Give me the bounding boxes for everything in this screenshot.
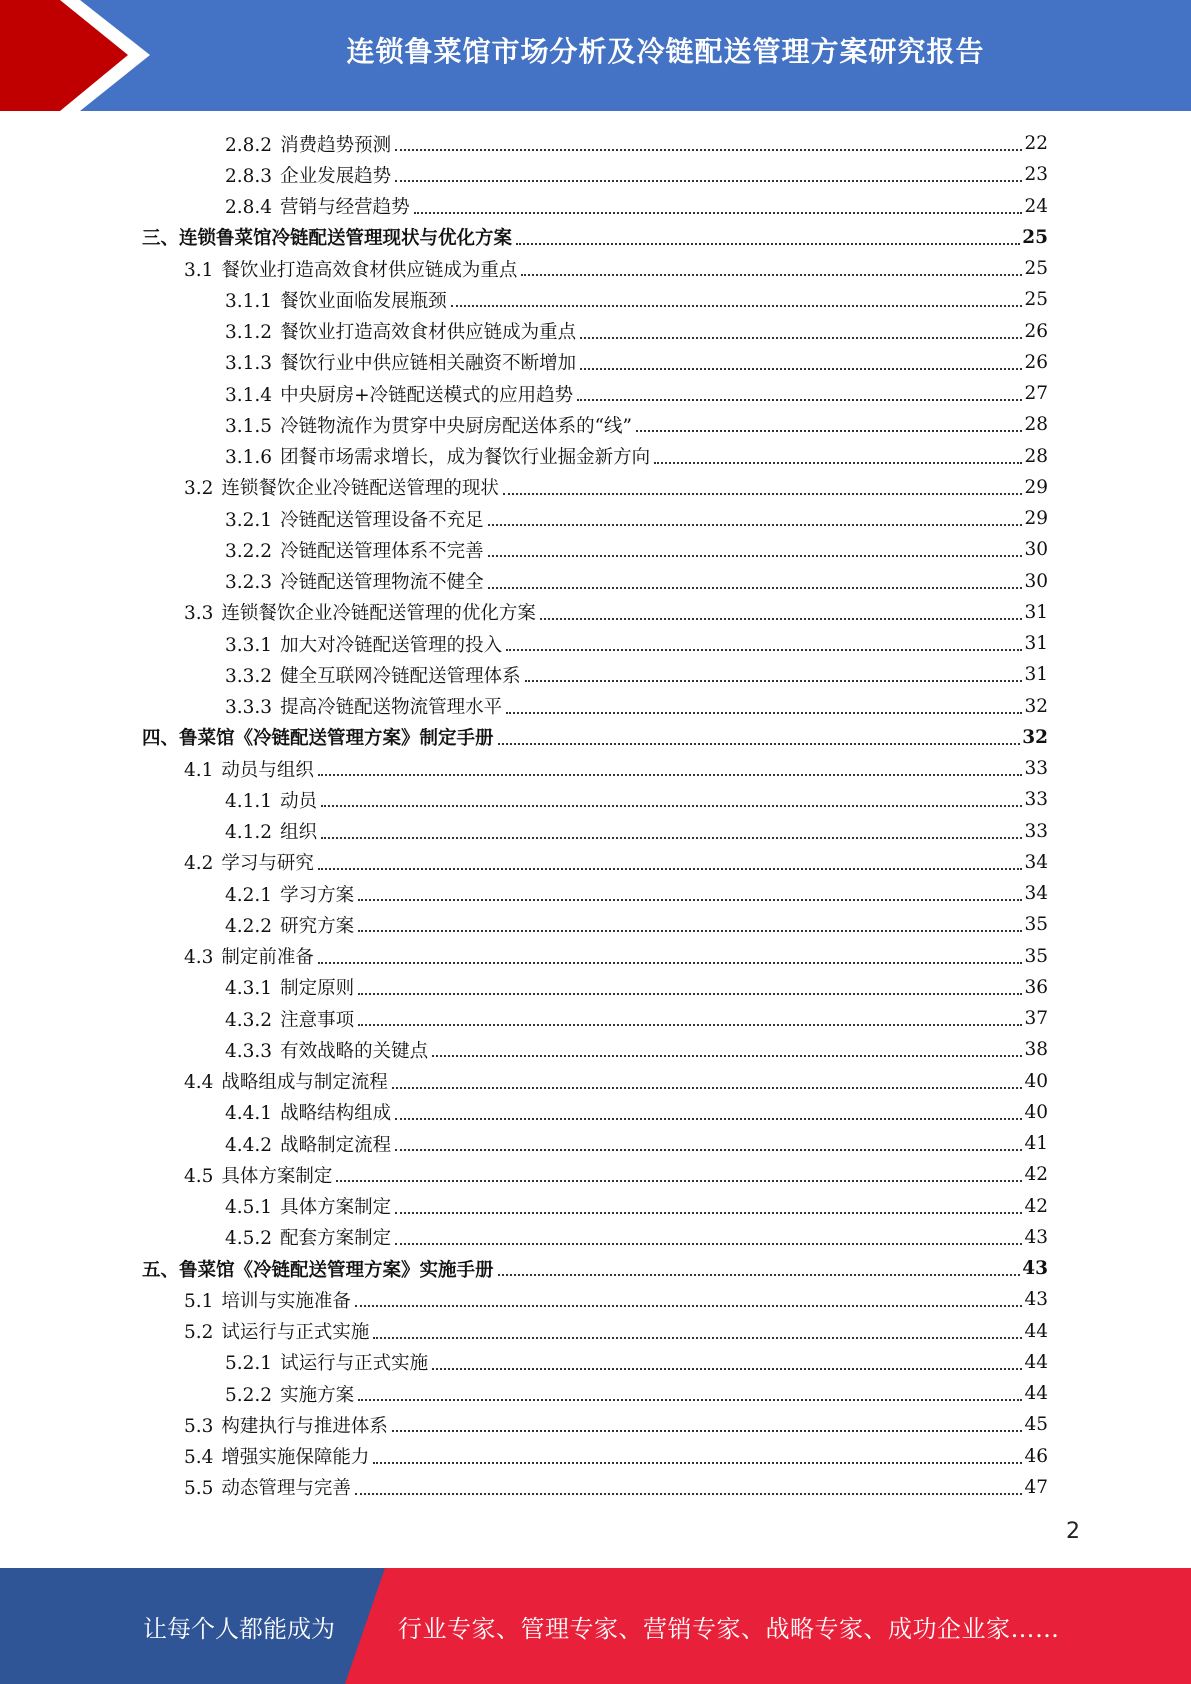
toc-dot-leader	[358, 1023, 1022, 1026]
toc-entry-page: 44	[1024, 1383, 1048, 1404]
toc-dot-leader	[432, 1054, 1022, 1057]
toc-entry-title	[225, 193, 410, 219]
toc-entry-number: 5.2.1	[225, 1353, 273, 1375]
toc-entry[interactable]	[225, 534, 1048, 565]
toc-entry-number: 4.4.1	[225, 1103, 273, 1125]
toc-entry[interactable]	[225, 566, 1048, 597]
toc-entry[interactable]	[225, 1378, 1048, 1409]
toc-entry[interactable]	[225, 284, 1048, 315]
toc-entry-number: 3.1.6	[225, 447, 273, 468]
toc-entry[interactable]	[225, 159, 1048, 190]
toc-entry-number: 5.2.2	[225, 1384, 273, 1406]
toc-entry-number: 4.1.2	[225, 822, 273, 843]
toc-dot-leader	[392, 1086, 1023, 1089]
toc-entry-page: 30	[1024, 570, 1048, 592]
toc-entry-page: 33	[1024, 820, 1048, 842]
toc-entry-page: 29	[1024, 476, 1048, 498]
toc-entry-page: 31	[1024, 601, 1048, 623]
toc-dot-leader	[506, 711, 1022, 714]
toc-entry-page: 27	[1024, 383, 1048, 404]
toc-entry[interactable]	[225, 1003, 1048, 1034]
toc-entry[interactable]	[225, 628, 1048, 659]
toc-entry-title	[142, 224, 512, 250]
toc-entry-number: 3.2	[184, 478, 214, 500]
toc-dot-leader	[395, 179, 1022, 182]
toc-entry-title	[184, 1443, 369, 1469]
toc-entry-label: 餐饮业打造高效食材供应链成为重点	[221, 259, 518, 281]
toc-entry-title	[225, 568, 484, 594]
toc-entry-title	[184, 1068, 388, 1094]
toc-dot-leader	[516, 242, 1020, 245]
toc-dot-leader	[373, 1461, 1022, 1464]
toc-entry-page: 34	[1024, 883, 1048, 904]
toc-entry-title	[225, 1131, 391, 1157]
toc-entry-title	[184, 1162, 332, 1188]
toc-entry-number: 5.2	[184, 1322, 214, 1343]
toc-entry-number: 4.3	[184, 947, 214, 968]
toc-entry-page: 33	[1024, 758, 1048, 779]
toc-entry[interactable]	[184, 1441, 1048, 1472]
toc-entry-title	[184, 1474, 351, 1500]
toc-entry-title	[225, 631, 502, 657]
toc-entry-page: 33	[1024, 789, 1048, 811]
toc-entry[interactable]	[142, 722, 1048, 753]
toc-entry-page: 26	[1024, 351, 1048, 373]
toc-dot-leader	[414, 211, 1023, 214]
toc-entry[interactable]	[225, 128, 1048, 159]
toc-entry-label: 动员	[280, 790, 318, 812]
toc-entry-title	[184, 943, 314, 969]
toc-entry-title	[225, 1349, 428, 1375]
toc-entry-title	[184, 474, 499, 500]
toc-entry-page: 41	[1024, 1133, 1048, 1154]
toc-entry-number: 4.5	[184, 1165, 214, 1187]
toc-entry-page: 22	[1024, 133, 1048, 154]
toc-entry-number: 4.3.2	[225, 1009, 273, 1031]
toc-entry-label: 提高冷链配送物流管理水平	[280, 697, 503, 718]
toc-entry[interactable]	[225, 816, 1048, 847]
toc-entry-page: 35	[1024, 945, 1048, 967]
toc-dot-leader	[580, 336, 1022, 339]
toc-entry-title	[184, 599, 536, 625]
toc-dot-leader	[392, 1429, 1023, 1432]
toc-entry-number: 3.3	[184, 603, 214, 625]
toc-entry-page: 34	[1024, 851, 1048, 873]
toc-dot-leader	[395, 1242, 1022, 1245]
toc-entry-page: 45	[1024, 1414, 1048, 1436]
toc-entry-number: 4.1	[184, 759, 214, 781]
toc-entry-number: 4.3.3	[225, 1040, 273, 1062]
toc-entry-number: 5.1	[184, 1290, 214, 1312]
toc-entry-title	[225, 662, 521, 688]
toc-entry-title	[225, 881, 354, 907]
toc-entry-label: 冷链物流作为贯穿中央厨房配送体系的“线”	[280, 415, 632, 437]
toc-entry-label: 连锁餐饮企业冷链配送管理的现状	[221, 478, 499, 500]
toc-entry-page: 25	[1024, 289, 1048, 311]
toc-entry[interactable]	[225, 378, 1048, 409]
page-number: 2	[1066, 1519, 1080, 1544]
toc-dot-leader	[355, 1492, 1023, 1495]
toc-entry-title	[225, 912, 354, 938]
toc-entry-page: 24	[1024, 195, 1048, 217]
toc-entry[interactable]	[184, 597, 1048, 628]
toc-entry-page: 31	[1024, 664, 1048, 686]
toc-dot-leader	[358, 1398, 1022, 1401]
toc-dot-leader	[358, 992, 1022, 995]
toc-entry-title	[225, 381, 573, 407]
toc-entry-page: 25	[1022, 226, 1048, 248]
toc-entry-number: 2.8.4	[225, 197, 273, 218]
toc-entry-number: 4.4	[184, 1072, 214, 1093]
toc-entry-page: 43	[1022, 1258, 1048, 1279]
toc-entry-page: 35	[1024, 914, 1048, 936]
toc-entry-title	[225, 1006, 354, 1032]
toc-entry-title	[184, 849, 314, 875]
toc-entry-title	[142, 1256, 494, 1282]
toc-entry[interactable]	[184, 1284, 1048, 1315]
toc-entry-page: 37	[1024, 1008, 1048, 1029]
toc-entry[interactable]	[225, 1191, 1048, 1222]
toc-entry-label: 五、鲁菜馆《冷链配送管理方案》实施手册	[142, 1259, 494, 1281]
toc-entry-title	[225, 693, 502, 719]
toc-entry-label: 冷链配送管理体系不完善	[280, 540, 484, 562]
toc-entry-label: 餐饮业面临发展瓶颈	[280, 290, 447, 312]
toc-dot-leader	[451, 304, 1023, 307]
toc-entry[interactable]	[225, 972, 1048, 1003]
toc-entry[interactable]	[225, 909, 1048, 940]
toc-entry-title	[225, 506, 484, 532]
toc-dot-leader	[321, 804, 1022, 807]
toc-dot-leader	[506, 648, 1022, 651]
toc-entry-title	[225, 349, 576, 375]
toc-entry-page: 29	[1024, 508, 1048, 529]
toc-dot-leader	[521, 273, 1022, 276]
toc-entry-label: 培训与实施准备	[221, 1290, 351, 1312]
toc-dot-leader	[318, 867, 1023, 870]
toc-dot-leader	[358, 929, 1022, 932]
toc-entry-title	[184, 1318, 369, 1344]
toc-entry-number: 3.3.2	[225, 665, 273, 687]
toc-entry-page: 43	[1024, 1289, 1048, 1311]
toc-entry-number: 4.5.2	[225, 1228, 273, 1250]
toc-dot-leader	[654, 461, 1022, 464]
toc-entry-page: 32	[1022, 726, 1048, 748]
toc-entry-page: 42	[1024, 1195, 1048, 1217]
toc-entry-number: 3.1.2	[225, 322, 273, 343]
toc-entry-label: 注意事项	[280, 1009, 355, 1031]
toc-entry-label: 营销与经营趋势	[280, 197, 410, 218]
toc-entry-number: 2.8.2	[225, 134, 273, 156]
toc-entry-number: 3.1.4	[225, 384, 273, 406]
toc-entry-label: 餐饮行业中供应链相关融资不断增加	[280, 353, 577, 375]
toc-entry-number: 3.3.3	[225, 697, 273, 718]
toc-entry-label: 餐饮业打造高效食材供应链成为重点	[280, 322, 577, 343]
toc-entry-label: 消费趋势预测	[280, 134, 392, 156]
toc-entry-number: 2.8.3	[225, 165, 273, 187]
toc-dot-leader	[373, 1336, 1022, 1339]
toc-dot-leader	[488, 554, 1023, 557]
toc-entry-title	[225, 818, 317, 844]
toc-entry[interactable]	[184, 1159, 1048, 1190]
toc-entry-number: 3.1.5	[225, 415, 273, 437]
toc-entry-number: 4.2.2	[225, 915, 273, 937]
toc-entry-number: 4.3.1	[225, 978, 273, 1000]
toc-dot-leader	[355, 1304, 1023, 1307]
toc-entry-title	[225, 287, 447, 313]
toc-entry[interactable]	[184, 941, 1048, 972]
toc-entry[interactable]	[184, 1409, 1048, 1440]
toc-entry-label: 四、鲁菜馆《冷链配送管理方案》制定手册	[142, 728, 494, 750]
toc-entry-label: 学习与研究	[221, 853, 314, 875]
toc-entry-number: 3.3.1	[225, 634, 273, 656]
toc-entry-label: 增强实施保障能力	[221, 1447, 370, 1468]
toc-entry[interactable]	[225, 784, 1048, 815]
toc-entry-title	[225, 1193, 391, 1219]
toc-dot-leader	[395, 1148, 1022, 1151]
toc-entry-number: 3.2.2	[225, 540, 273, 562]
toc-entry[interactable]	[225, 1222, 1048, 1253]
page-footer	[0, 1568, 1191, 1684]
toc-entry-page: 42	[1024, 1164, 1048, 1186]
toc-entry-number: 3.1	[184, 259, 214, 281]
toc-dot-leader	[318, 773, 1023, 776]
toc-dot-leader	[498, 1273, 1021, 1276]
toc-dot-leader	[636, 429, 1022, 432]
toc-entry[interactable]	[142, 1253, 1048, 1284]
toc-entry-title	[225, 162, 391, 188]
toc-entry-label: 制定原则	[280, 978, 355, 1000]
toc-entry-number: 5.3	[184, 1415, 214, 1437]
toc-entry-number: 3.2.3	[225, 572, 273, 593]
toc-entry-label: 学习方案	[280, 884, 355, 906]
report-title: 连锁鲁菜馆市场分析及冷链配送管理方案研究报告	[346, 34, 985, 68]
toc-entry-page: 32	[1024, 695, 1048, 717]
toc-entry-title	[225, 1381, 354, 1407]
toc-entry[interactable]	[184, 1316, 1048, 1347]
toc-entry-label: 动态管理与完善	[221, 1478, 351, 1500]
toc-entry-label: 战略结构组成	[280, 1103, 392, 1125]
toc-dot-leader	[525, 679, 1023, 682]
toc-entry-number: 4.4.2	[225, 1134, 273, 1156]
toc-entry[interactable]	[225, 1347, 1048, 1378]
toc-dot-leader	[321, 836, 1022, 839]
toc-entry[interactable]	[225, 441, 1048, 472]
toc-entry-page: 47	[1024, 1476, 1048, 1498]
toc-entry[interactable]	[225, 1097, 1048, 1128]
toc-dot-leader	[336, 1179, 1022, 1182]
toc-entry-number: 5.5	[184, 1478, 214, 1500]
toc-dot-leader	[395, 1211, 1022, 1214]
toc-entry-page: 44	[1024, 1351, 1048, 1373]
toc-entry-label: 动员与组织	[221, 759, 314, 781]
toc-entry-title	[225, 318, 576, 344]
toc-entry-title	[225, 537, 484, 563]
toc-dot-leader	[358, 898, 1022, 901]
toc-entry-label: 试运行与正式实施	[280, 1353, 429, 1375]
toc-entry-label: 团餐市场需求增长，成为餐饮行业掘金新方向	[280, 447, 651, 468]
toc-entry-page: 28	[1024, 414, 1048, 436]
toc-entry-label: 战略组成与制定流程	[221, 1072, 388, 1093]
toc-entry[interactable]	[225, 347, 1048, 378]
toc-entry-page: 31	[1024, 633, 1048, 654]
toc-dot-leader	[503, 492, 1023, 495]
toc-dot-leader	[432, 1367, 1022, 1370]
toc-entry[interactable]	[225, 316, 1048, 347]
toc-entry[interactable]	[225, 191, 1048, 222]
toc-entry-label: 构建执行与推进体系	[221, 1415, 388, 1437]
toc-entry-title	[225, 1037, 428, 1063]
toc-entry-title	[142, 724, 494, 750]
header-chevron-graphic	[0, 0, 160, 111]
toc-entry-label: 具体方案制定	[221, 1165, 333, 1187]
toc-entry-page: 44	[1024, 1320, 1048, 1342]
toc-entry-title	[184, 1412, 388, 1438]
toc-entry-label: 健全互联网冷链配送管理体系	[280, 665, 521, 687]
toc-entry[interactable]	[142, 222, 1048, 253]
toc-entry[interactable]	[184, 472, 1048, 503]
toc-entry-title	[184, 256, 517, 282]
toc-entry-label: 战略制定流程	[280, 1134, 392, 1156]
toc-entry[interactable]	[225, 1034, 1048, 1065]
toc-entry-title	[184, 756, 314, 782]
toc-entry-title	[225, 974, 354, 1000]
toc-entry-number: 3.1.1	[225, 290, 273, 312]
footer-slogan-left: 让每个人都能成为	[143, 1614, 335, 1643]
toc-entry-label: 试运行与正式实施	[221, 1322, 370, 1343]
toc-entry-label: 制定前准备	[221, 947, 314, 968]
toc-entry-number: 4.5.1	[225, 1197, 273, 1218]
toc-dot-leader	[395, 148, 1022, 151]
toc-entry-title	[225, 1099, 391, 1125]
toc-entry-label: 组织	[280, 822, 318, 843]
toc-entry-page: 25	[1024, 258, 1048, 279]
toc-entry-number: 4.2	[184, 853, 214, 875]
toc-entry-page: 23	[1024, 164, 1048, 186]
toc-entry[interactable]	[225, 691, 1048, 722]
toc-entry-page: 46	[1024, 1445, 1048, 1467]
toc-dot-leader	[577, 398, 1022, 401]
toc-entry-title	[225, 787, 317, 813]
toc-entry-label: 冷链配送管理设备不充足	[280, 509, 484, 531]
toc-entry-page: 28	[1024, 445, 1048, 467]
toc-dot-leader	[488, 586, 1023, 589]
toc-entry-title	[225, 443, 650, 469]
toc-entry-label: 三、连锁鲁菜馆冷链配送管理现状与优化方案	[142, 228, 513, 250]
toc-entry-page: 30	[1024, 539, 1048, 561]
toc-entry-number: 4.2.1	[225, 884, 273, 906]
toc-entry[interactable]	[184, 847, 1048, 878]
toc-entry-label: 中央厨房+冷链配送模式的应用趋势	[280, 384, 574, 406]
toc-dot-leader	[395, 1117, 1022, 1120]
toc-entry[interactable]	[225, 659, 1048, 690]
toc-entry-page: 26	[1024, 320, 1048, 342]
toc-entry[interactable]	[225, 1128, 1048, 1159]
toc-dot-leader	[580, 367, 1022, 370]
toc-dot-leader	[488, 523, 1023, 526]
toc-entry[interactable]	[184, 1472, 1048, 1503]
toc-entry[interactable]	[184, 1066, 1048, 1097]
toc-entry-title	[225, 131, 391, 157]
toc-entry[interactable]	[225, 503, 1048, 534]
toc-entry-number: 4.1.1	[225, 790, 273, 812]
toc-entry-label: 配套方案制定	[280, 1228, 392, 1250]
toc-entry-label: 连锁餐饮企业冷链配送管理的优化方案	[221, 603, 536, 625]
toc-entry[interactable]	[184, 753, 1048, 784]
toc-entry-label: 具体方案制定	[280, 1197, 392, 1218]
toc-entry-number: 3.2.1	[225, 509, 273, 531]
toc-entry-label: 加大对冷链配送管理的投入	[280, 634, 503, 656]
toc-entry-page: 38	[1024, 1039, 1048, 1061]
toc-entry-number: 5.4	[184, 1447, 214, 1468]
toc-entry[interactable]	[184, 253, 1048, 284]
toc-dot-leader	[498, 742, 1021, 745]
toc-entry-title	[184, 1287, 351, 1313]
toc-entry-number: 3.1.3	[225, 353, 273, 375]
toc-entry-page: 40	[1024, 1070, 1048, 1092]
footer-slogan-right: 行业专家、管理专家、营销专家、战略专家、成功企业家……	[398, 1614, 1060, 1643]
toc-entry-page: 36	[1024, 976, 1048, 998]
toc-dot-leader	[318, 961, 1023, 964]
toc-entry[interactable]	[225, 409, 1048, 440]
toc-entry-title	[225, 1224, 391, 1250]
toc-entry-label: 实施方案	[280, 1384, 355, 1406]
toc-entry-label: 企业发展趋势	[280, 165, 392, 187]
toc-dot-leader	[540, 617, 1023, 620]
toc-entry-label: 有效战略的关键点	[280, 1040, 429, 1062]
toc-entry[interactable]	[225, 878, 1048, 909]
toc-entry-page: 40	[1024, 1101, 1048, 1123]
toc-entry-page: 43	[1024, 1226, 1048, 1248]
toc-entry-label: 冷链配送管理物流不健全	[280, 572, 484, 593]
toc-entry-title	[225, 412, 632, 438]
page-header	[0, 0, 1191, 111]
toc-entry-label: 研究方案	[280, 915, 355, 937]
